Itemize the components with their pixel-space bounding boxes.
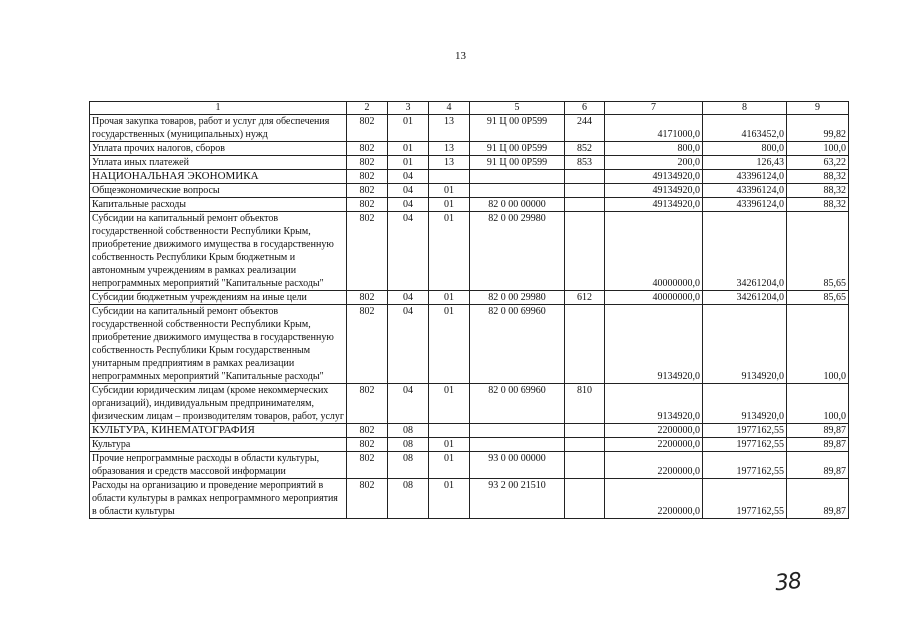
column-number: 7 [605, 102, 703, 115]
subsection-code-cell: 01 [429, 212, 470, 291]
column-number: 9 [787, 102, 849, 115]
percent-cell: 88,32 [787, 184, 849, 198]
chapter-code-cell: 802 [347, 424, 388, 438]
column-number: 2 [347, 102, 388, 115]
subsection-code-cell: 01 [429, 184, 470, 198]
planned-amount-cell: 40000000,0 [605, 212, 703, 291]
percent-cell: 89,87 [787, 452, 849, 479]
section-code-cell: 04 [388, 170, 429, 184]
chapter-code-cell: 802 [347, 156, 388, 170]
column-number-row [90, 102, 849, 115]
row-name-cell: Уплата прочих налогов, сборов [90, 142, 347, 156]
subsection-code-cell [429, 170, 470, 184]
section-code-cell: 04 [388, 212, 429, 291]
subsection-code-cell: 01 [429, 438, 470, 452]
section-code-cell: 04 [388, 291, 429, 305]
expense-type-cell [565, 198, 605, 212]
planned-amount-cell: 200,0 [605, 156, 703, 170]
planned-amount-cell: 2200000,0 [605, 424, 703, 438]
section-code-cell: 04 [388, 198, 429, 212]
percent-cell: 100,0 [787, 142, 849, 156]
actual-amount-cell: 43396124,0 [703, 184, 787, 198]
expense-type-cell: 852 [565, 142, 605, 156]
row-name-cell: Капитальные расходы [90, 198, 347, 212]
target-article-cell [470, 170, 565, 184]
subsection-code-cell: 01 [429, 452, 470, 479]
planned-amount-cell: 800,0 [605, 142, 703, 156]
actual-amount-cell: 43396124,0 [703, 198, 787, 212]
table-row [90, 291, 849, 305]
chapter-code-cell: 802 [347, 198, 388, 212]
column-number: 5 [470, 102, 565, 115]
subsection-code-cell: 01 [429, 305, 470, 384]
subsection-code-cell: 13 [429, 142, 470, 156]
percent-cell: 63,22 [787, 156, 849, 170]
percent-cell: 89,87 [787, 438, 849, 452]
row-name-cell: Субсидии юридическим лицам (кроме некоммерческих организаций), индивидуальным предпринимателям, физическим лицам – производителям товаров, работ, услуг [90, 384, 347, 424]
row-name-cell: Общеэкономические вопросы [90, 184, 347, 198]
table-row [90, 170, 849, 184]
section-code-cell: 01 [388, 142, 429, 156]
target-article-cell: 91 Ц 00 0Р599 [470, 156, 565, 170]
subsection-code-cell: 13 [429, 156, 470, 170]
expense-type-cell [565, 170, 605, 184]
section-code-cell: 04 [388, 184, 429, 198]
chapter-code-cell: 802 [347, 170, 388, 184]
actual-amount-cell: 43396124,0 [703, 170, 787, 184]
percent-cell: 85,65 [787, 212, 849, 291]
percent-cell: 88,32 [787, 198, 849, 212]
page-number: 13 [455, 50, 466, 62]
section-code-cell: 04 [388, 305, 429, 384]
subsection-code-cell: 01 [429, 384, 470, 424]
row-name-cell: КУЛЬТУРА, КИНЕМАТОГРАФИЯ [90, 424, 347, 438]
percent-cell: 100,0 [787, 305, 849, 384]
column-number: 3 [388, 102, 429, 115]
target-article-cell: 93 0 00 00000 [470, 452, 565, 479]
planned-amount-cell: 49134920,0 [605, 198, 703, 212]
planned-amount-cell: 9134920,0 [605, 384, 703, 424]
planned-amount-cell: 9134920,0 [605, 305, 703, 384]
table-row [90, 156, 849, 170]
planned-amount-cell: 49134920,0 [605, 170, 703, 184]
expense-type-cell [565, 184, 605, 198]
actual-amount-cell: 1977162,55 [703, 424, 787, 438]
chapter-code-cell: 802 [347, 142, 388, 156]
target-article-cell [470, 184, 565, 198]
table-row [90, 305, 849, 384]
subsection-code-cell: 01 [429, 479, 470, 519]
section-code-cell: 01 [388, 115, 429, 142]
table-row [90, 198, 849, 212]
actual-amount-cell: 1977162,55 [703, 438, 787, 452]
row-name-cell: Субсидии на капитальный ремонт объектов государственной собственности Республики Крым, приобретение движимого имущества в государственную собственность Республики Крым государственным унитарным предприятиям в рамках реализации непрограммных мероприятий "Капитальные расходы" [90, 305, 347, 384]
expense-type-cell: 853 [565, 156, 605, 170]
percent-cell: 85,65 [787, 291, 849, 305]
table-row [90, 115, 849, 142]
section-code-cell: 08 [388, 438, 429, 452]
table-row [90, 184, 849, 198]
target-article-cell: 91 Ц 00 0Р599 [470, 115, 565, 142]
handwritten-page-mark: 38 [773, 568, 803, 597]
table-row [90, 479, 849, 519]
percent-cell: 99,82 [787, 115, 849, 142]
subsection-code-cell: 13 [429, 115, 470, 142]
row-name-cell: Прочие непрограммные расходы в области культуры, образования и средств массовой информации [90, 452, 347, 479]
expense-type-cell [565, 438, 605, 452]
planned-amount-cell: 2200000,0 [605, 452, 703, 479]
subsection-code-cell: 01 [429, 198, 470, 212]
table-row [90, 438, 849, 452]
chapter-code-cell: 802 [347, 212, 388, 291]
column-number: 1 [90, 102, 347, 115]
percent-cell: 89,87 [787, 479, 849, 519]
section-code-cell: 08 [388, 452, 429, 479]
percent-cell: 88,32 [787, 170, 849, 184]
actual-amount-cell: 1977162,55 [703, 479, 787, 519]
actual-amount-cell: 34261204,0 [703, 291, 787, 305]
target-article-cell: 93 2 00 21510 [470, 479, 565, 519]
table-row [90, 452, 849, 479]
row-name-cell: Субсидии на капитальный ремонт объектов государственной собственности Республики Крым, приобретение движимого имущества в государственную собственность Республики Крым бюджетным и автономным учреждениям в рамках реализации непрограммных мероприятий "Капитальные расходы" [90, 212, 347, 291]
column-number: 6 [565, 102, 605, 115]
target-article-cell: 82 0 00 29980 [470, 212, 565, 291]
expense-type-cell [565, 305, 605, 384]
target-article-cell: 82 0 00 69960 [470, 384, 565, 424]
table-row [90, 212, 849, 291]
row-name-cell: Прочая закупка товаров, работ и услуг для обеспечения государственных (муниципальных) нужд [90, 115, 347, 142]
target-article-cell: 91 Ц 00 0Р599 [470, 142, 565, 156]
budget-table [89, 101, 849, 519]
section-code-cell: 01 [388, 156, 429, 170]
actual-amount-cell: 4163452,0 [703, 115, 787, 142]
percent-cell: 100,0 [787, 384, 849, 424]
expense-type-cell [565, 212, 605, 291]
chapter-code-cell: 802 [347, 384, 388, 424]
planned-amount-cell: 49134920,0 [605, 184, 703, 198]
actual-amount-cell: 34261204,0 [703, 212, 787, 291]
actual-amount-cell: 1977162,55 [703, 452, 787, 479]
chapter-code-cell: 802 [347, 479, 388, 519]
expense-type-cell [565, 424, 605, 438]
chapter-code-cell: 802 [347, 291, 388, 305]
row-name-cell: НАЦИОНАЛЬНАЯ ЭКОНОМИКА [90, 170, 347, 184]
section-code-cell: 08 [388, 479, 429, 519]
target-article-cell [470, 438, 565, 452]
planned-amount-cell: 40000000,0 [605, 291, 703, 305]
row-name-cell: Уплата иных платежей [90, 156, 347, 170]
section-code-cell: 04 [388, 384, 429, 424]
table-row [90, 142, 849, 156]
chapter-code-cell: 802 [347, 452, 388, 479]
row-name-cell: Расходы на организацию и проведение мероприятий в области культуры в рамках непрограммного мероприятия в области культуры [90, 479, 347, 519]
expense-type-cell [565, 479, 605, 519]
actual-amount-cell: 9134920,0 [703, 384, 787, 424]
chapter-code-cell: 802 [347, 115, 388, 142]
expense-type-cell: 244 [565, 115, 605, 142]
actual-amount-cell: 9134920,0 [703, 305, 787, 384]
table-row [90, 384, 849, 424]
expense-type-cell: 810 [565, 384, 605, 424]
planned-amount-cell: 4171000,0 [605, 115, 703, 142]
actual-amount-cell: 126,43 [703, 156, 787, 170]
expense-type-cell [565, 452, 605, 479]
expense-type-cell: 612 [565, 291, 605, 305]
target-article-cell: 82 0 00 00000 [470, 198, 565, 212]
planned-amount-cell: 2200000,0 [605, 479, 703, 519]
chapter-code-cell: 802 [347, 305, 388, 384]
target-article-cell: 82 0 00 69960 [470, 305, 565, 384]
percent-cell: 89,87 [787, 424, 849, 438]
row-name-cell: Культура [90, 438, 347, 452]
column-number: 4 [429, 102, 470, 115]
table-row [90, 424, 849, 438]
subsection-code-cell [429, 424, 470, 438]
planned-amount-cell: 2200000,0 [605, 438, 703, 452]
chapter-code-cell: 802 [347, 438, 388, 452]
row-name-cell: Субсидии бюджетным учреждениям на иные цели [90, 291, 347, 305]
actual-amount-cell: 800,0 [703, 142, 787, 156]
subsection-code-cell: 01 [429, 291, 470, 305]
target-article-cell [470, 424, 565, 438]
target-article-cell: 82 0 00 29980 [470, 291, 565, 305]
chapter-code-cell: 802 [347, 184, 388, 198]
section-code-cell: 08 [388, 424, 429, 438]
column-number: 8 [703, 102, 787, 115]
